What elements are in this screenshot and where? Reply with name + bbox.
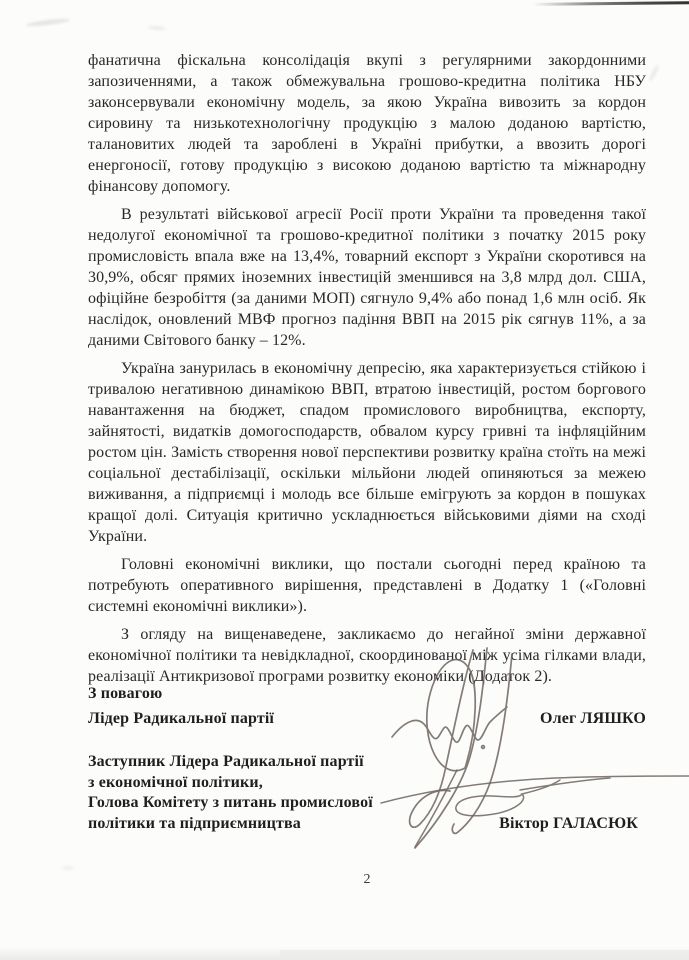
signatory-title: Лідер Радикальної партії (88, 709, 275, 727)
scan-edge-top-right (533, 1, 689, 6)
document-body (88, 50, 646, 694)
signatory-row-deputy (88, 752, 646, 834)
salutation: З повагою (88, 685, 163, 702)
scan-smudge (62, 866, 74, 870)
signatory-name: Віктор ГАЛАСЮК (499, 814, 638, 832)
page-number: 2 (363, 872, 371, 887)
scan-smudge (26, 17, 70, 27)
signatory-name: Олег ЛЯШКО (540, 709, 646, 727)
scan-smudge (648, 64, 660, 82)
body-paragraph: З огляду на вищенаведене, закликаємо до негайної зміни державної економічної політики та невідкладної, скоординованої між усіма гілками влади, реалізації Антикризової програми розвитку економіки (Додаток 2). (88, 626, 646, 685)
scan-edge-bottom-shade (280, 950, 689, 960)
body-paragraph: Україна занурилась в економічну депресію, яка характеризується стійкою і тривалою негативною динамікою ВВП, втратою інвестицій, ростом боргового навантаження на бюджет, спадом промислового виробництва, експорту, зайнятості, видатків домогосподарств, обвалом курсу гривні та інфляційним ростом цін. Замість створення нової перспективи розвитку країна стоїть на межі соціальної дестабілізації, оскільки мільйони людей опиняються за межею виживання, а підприємці і молодь все більше емігрують за кордон в пошуках кращої долі. Ситуація критично ускладнюється військовими діями на сході України. (88, 360, 646, 545)
closing-block (88, 684, 646, 834)
signatory-row-leader (88, 709, 646, 730)
signatory-title: Заступник Лідера Радикальної партії з економічної політики, Голова Комітету з питань промислової політики та підприємництва (88, 753, 373, 832)
scan-smudge (148, 25, 166, 30)
body-paragraph: Головні економічні виклики, що постали сьогодні перед країною та потребують оперативного вирішення, представлені в Додатку 1 («Головні системні економічні виклики»). (88, 556, 646, 615)
body-paragraph: фанатична фіскальна консолідація вкупі з регулярними закордонними запозиченнями, а також обмежувальна грошово-кредитна політика НБУ законсервували економічну модель, за якою Україна вивозить за кордон сировину та низькотехнологічну продукцію з малою доданою вартістю, талановитих людей та зароблені в Україні прибутки, а ввозить дорогі енергоносії, готову продукцію з високою доданою вартістю та міжнародну фінансову допомогу. (88, 52, 646, 195)
body-paragraph: В результаті військової агресії Росії проти України та проведення такої недолугої економічної та грошово-кредитної політики з початку 2015 року промисловість впала вже на 13,4%, товарний експорт з України скоротився на 30,9%, обсяг прямих іноземних інвестицій зменшився на 3,8 млрд дол. США, офіційне безробіття (за даними МОП) сягнуло 9,4% або понад 1,6 млн осіб. Як наслідок, оновлений МВФ прогноз падіння ВВП на 2015 рік сягнув 11%, а за даними Світового банку – 12%. (88, 206, 646, 349)
